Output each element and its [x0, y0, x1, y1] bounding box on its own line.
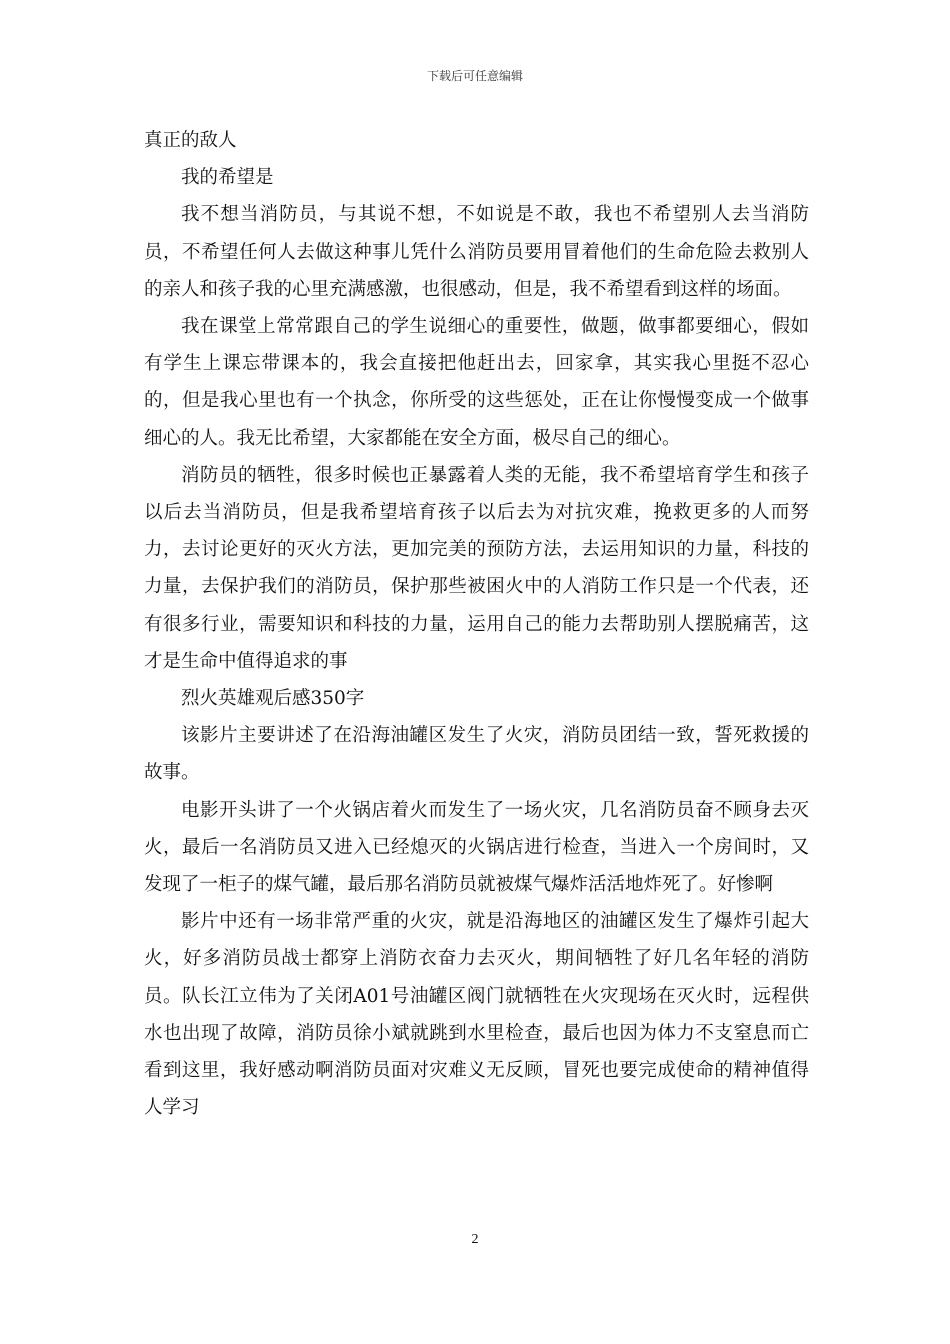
- paragraph: 该影片主要讲述了在沿海油罐区发生了火灾，消防员团结一致，誓死救援的故事。: [144, 725, 809, 784]
- paragraph: 影片中还有一场非常严重的火灾，就是沿海地区的油罐区发生了爆炸引起大火，好多消防员战士都穿上消防衣奋力去灭火，期间牺牲了好几名年轻的消防员。队长江立伟为了关闭A01号油罐区阀门就牺牲在火灾现场在灭火时，远程供水也出现了故障，消防员徐小斌就跳到水里检查，最后也因为体力不支窒息而亡看到这里，我好感动啊消防员面对灾难义无反顾，冒死也要完成使命的精神值得人学习: [144, 911, 809, 1119]
- section-title: 真正的敌人: [144, 130, 237, 151]
- article-heading: 烈火英雄观后感350字: [181, 688, 365, 710]
- document-body: [144, 122, 809, 1126]
- paragraph: 电影开头讲了一个火锅店着火而发生了一场火灾，几名消防员奋不顾身去灭火，最后一名消防员又进入已经熄灭的火锅店进行检查，当进入一个房间时，又发现了一柜子的煤气罐，最后那名消防员就被煤气爆炸活活地炸死了。好惨啊: [144, 799, 809, 896]
- paragraph: 我在课堂上常常跟自己的学生说细心的重要性，做题，做事都要细心，假如有学生上课忘带课本的，我会直接把他赶出去，回家拿，其实我心里挺不忍心的，但是我心里也有一个执念，你所受的这些惩处，正在让你慢慢变成一个做事细心的人。我无比希望，大家都能在安全方面，极尽自己的细心。: [144, 316, 809, 449]
- paragraph: 我不想当消防员，与其说不想，不如说是不敢，我也不希望别人去当消防员，不希望任何人去做这种事儿凭什么消防员要用冒着他们的生命危险去救别人的亲人和孩子我的心里充满感激，也很感动，但是，我不希望看到这样的场面。: [144, 204, 809, 300]
- paragraph: 我的希望是: [181, 167, 274, 189]
- page-number: 2: [471, 1232, 479, 1247]
- page-header: 下载后可任意编辑: [426, 69, 523, 83]
- paragraph: 消防员的牺牲，很多时候也正暴露着人类的无能，我不希望培育学生和孩子以后去当消防员，但是我希望培育孩子以后去为对抗灾难，挽救更多的人而努力，去讨论更好的灭火方法，更加完美的预防方法，去运用知识的力量，科技的力量，去保护我们的消防员，保护那些被困火中的人消防工作只是一个代表，还有很多行业，需要知识和科技的力量，运用自己的能力去帮助别人摆脱痛苦，这才是生命中值得追求的事: [144, 464, 809, 672]
